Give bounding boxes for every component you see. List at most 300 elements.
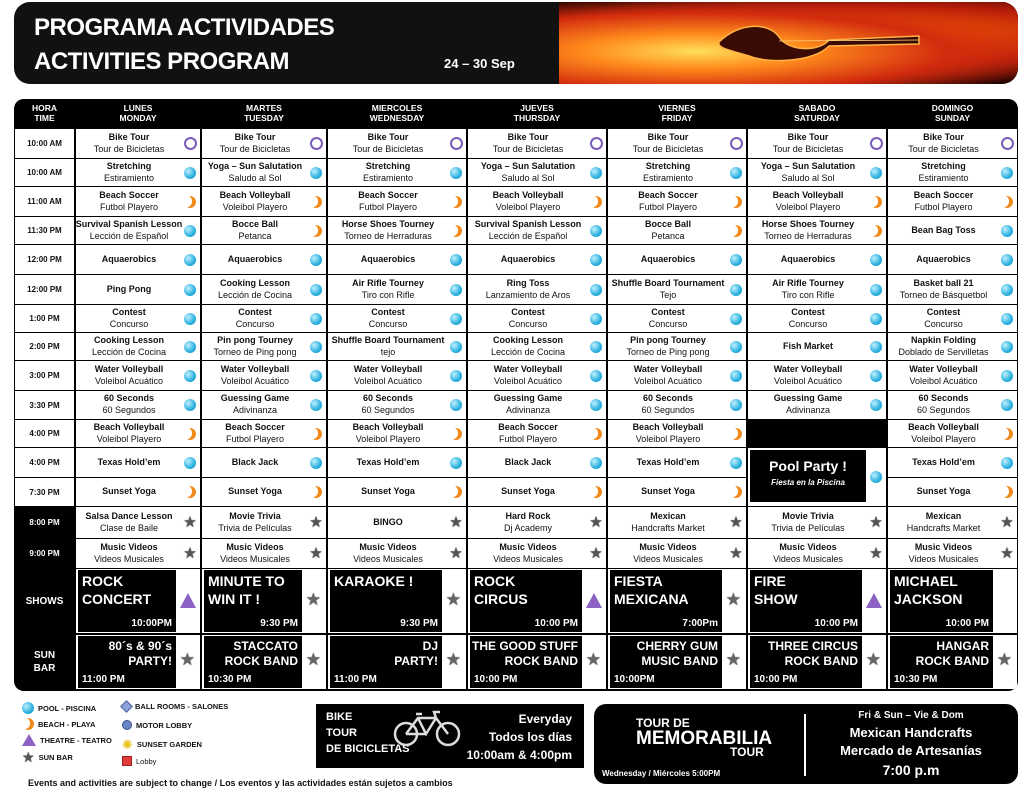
pool-icon [589, 253, 603, 267]
activity-cell [888, 245, 1017, 274]
activity-name: Survival Spanish Lesson [474, 218, 582, 229]
day-name: SUNDAY [934, 112, 971, 123]
pool-icon [1000, 283, 1014, 297]
pool-icon [589, 166, 603, 180]
activity-name-es: Torneo de Herraduras [344, 230, 432, 241]
day-name: MONDAY [119, 112, 157, 123]
activity-name-es: Tiro con Rifle [361, 289, 415, 300]
sunbar-block [330, 636, 442, 688]
activity-name: Sunset Yoga [102, 486, 156, 497]
pool-icon [449, 369, 463, 383]
star-icon: ★ [1000, 514, 1014, 531]
show-cell [76, 569, 200, 633]
activity-cell [76, 333, 200, 360]
activity-cell [328, 245, 466, 274]
activity-name-es: Futbol Playero [498, 433, 558, 444]
activity-name: Bean Bag Toss [911, 224, 976, 235]
activity-name: Music Videos [779, 541, 837, 552]
star-icon: ★ [725, 650, 741, 669]
activity-cell [202, 129, 326, 158]
activity-name: Cooking Lesson [93, 334, 164, 345]
activity-name: Cooking Lesson [219, 277, 290, 288]
activity-cell [328, 361, 466, 390]
activity-name-es: Adivinanza [505, 405, 551, 415]
pool-icon [869, 398, 883, 412]
activity-name: 60 Seconds [918, 393, 969, 404]
pool-party-block [748, 448, 886, 506]
activity-cell [328, 187, 466, 216]
date-range: 24 – 30 Sep [444, 56, 515, 71]
pool-icon [309, 312, 323, 326]
day-header [76, 99, 200, 128]
activity-name-es: Tour de Bicicletas [352, 143, 424, 154]
activity-name-es: Videos Musicales [220, 553, 290, 564]
activity-name: Bike Tour [234, 131, 276, 142]
day-header [888, 99, 1017, 128]
activity-cell [202, 245, 326, 274]
activity-name: Music Videos [914, 541, 973, 552]
pool-icon [449, 340, 463, 354]
guitar-icon [709, 22, 929, 62]
activity-name-es: Trivia de Películas [771, 522, 845, 533]
activity-name: Beach Volleyball [632, 421, 704, 432]
star-icon: ★ [996, 650, 1012, 669]
activity-name-es: Futbol Playero [99, 201, 159, 212]
activity-cell [748, 539, 886, 568]
activity-name: Water Volleyball [353, 363, 423, 374]
sunbar-time: 11:00 PM [82, 674, 125, 685]
activity-cell [202, 507, 326, 538]
activity-name: Horse Shoes Tourney [761, 218, 855, 229]
activity-cell [468, 539, 606, 568]
activity-name-es: Torneo de Herraduras [764, 230, 852, 241]
activity-name-es: Concurso [788, 318, 828, 329]
activity-cell [328, 391, 466, 419]
time-header-line: TIME [34, 112, 55, 123]
beach-icon [729, 427, 743, 441]
activity-name-es: Torneo de Básquetbol [899, 289, 988, 300]
time-slot: 3:00 PM [15, 361, 74, 390]
sunbar-cell [748, 635, 886, 689]
activity-name: Beach Volleyball [219, 189, 291, 200]
beach-icon [589, 485, 603, 499]
activity-name: Sunset Yoga [361, 486, 415, 497]
pool-icon [449, 283, 463, 297]
sunbar-label-line: BAR [33, 663, 56, 674]
activity-cell [468, 478, 606, 506]
activity-name-es: Estiramiento [103, 172, 155, 183]
show-cell [888, 569, 1017, 633]
activity-name-es: Voleibol Acuático [633, 375, 703, 386]
beach-icon [309, 485, 323, 499]
pool-icon [309, 253, 323, 267]
activity-cell [468, 391, 606, 419]
star-icon: ★ [449, 545, 463, 562]
activity-cell [608, 275, 746, 304]
pool-icon [449, 398, 463, 412]
activity-cell [748, 507, 886, 538]
ring-icon [309, 137, 323, 151]
activity-cell [328, 159, 466, 186]
activity-cell [76, 187, 200, 216]
activity-name: Texas Hold’em [912, 456, 975, 467]
activity-name-es: 60 Segundos [916, 405, 971, 415]
activity-name: Beach Soccer [498, 421, 558, 432]
activity-cell [328, 217, 466, 244]
time-slot: 11:30 PM [15, 217, 74, 244]
activity-name-es: Saludo al Sol [781, 172, 835, 183]
show-title: ROCK CONCERT [82, 573, 152, 607]
show-title: FIESTA MEXICANA [614, 573, 689, 607]
activity-name-es: Futbol Playero [225, 433, 285, 444]
activity-cell [748, 305, 886, 332]
theatre-icon [22, 734, 36, 746]
sunbar-block [890, 636, 993, 688]
title-english: ACTIVITIES PROGRAM [34, 48, 290, 75]
activity-cell [76, 478, 200, 506]
activity-name: Beach Soccer [358, 189, 418, 200]
activity-name: Contest [238, 306, 272, 317]
activity-name: Bike Tour [507, 131, 549, 142]
pool-icon [309, 398, 323, 412]
time-slot: 7:30 PM [15, 478, 74, 506]
activity-name: Guessing Game [493, 393, 563, 404]
legend-theatre-label: THEATRE - TEATRO [40, 735, 112, 745]
ring-icon [449, 137, 463, 151]
activity-cell [608, 217, 746, 244]
footnote: Events and activities are subject to change / Los eventos y las actividades están sujetos a cambios [28, 778, 453, 788]
pool-icon [309, 340, 323, 354]
activity-name-es: Concurso [235, 318, 275, 329]
activity-name-es: Voleibol Acuático [909, 375, 978, 386]
show-block [470, 570, 582, 632]
star-icon: ★ [305, 590, 321, 609]
time-slot: 3:30 PM [15, 391, 74, 419]
activity-name-es: Lección de Español [89, 230, 169, 241]
activity-name-es: Voleibol Playero [495, 201, 561, 212]
legend-sunbar [22, 750, 73, 764]
activity-name: Ping Pong [106, 283, 152, 294]
activity-name: Napkin Folding [911, 334, 976, 345]
activity-name: Aquaerobics [640, 253, 696, 264]
activity-name-es: Adivinanza [232, 405, 278, 415]
sunbar-time: 10:30 PM [894, 674, 938, 685]
activity-name: BINGO [373, 516, 403, 527]
pool-icon [449, 456, 463, 470]
sunbar-block [204, 636, 302, 688]
activity-name: Bike Tour [647, 131, 689, 142]
sunbar-time: 10:00 PM [474, 674, 518, 685]
show-block [750, 570, 862, 632]
day-name: SATURDAY [794, 112, 840, 123]
legend-ballrooms-label: BALL ROOMS - SALONES [135, 702, 229, 711]
activity-cell [468, 187, 606, 216]
activity-name: Water Volleyball [94, 363, 164, 374]
beach-icon [589, 195, 603, 209]
day-name: VIERNES [658, 102, 696, 113]
activity-name: Air Rifle Tourney [352, 277, 424, 288]
activity-name: Aquaerobics [500, 253, 556, 264]
activity-name-es: Voleibol Acuático [493, 375, 563, 386]
star-icon: ★ [179, 650, 195, 669]
beach-icon [449, 427, 463, 441]
activity-name-es: Voleibol Playero [635, 433, 701, 444]
legend [22, 700, 312, 772]
activity-cell [202, 361, 326, 390]
activity-name-es: Videos Musicales [353, 553, 423, 564]
show-title: FIRE SHOW [754, 573, 798, 607]
activity-cell [608, 391, 746, 419]
memo-line2: MEMORABILIA [636, 728, 773, 749]
activity-name-es: Estiramiento [918, 172, 969, 183]
show-time: 10:00 PM [945, 618, 989, 629]
time-slot: 8:00 PM [15, 507, 74, 538]
activity-name: Beach Soccer [99, 189, 159, 200]
activity-cell [608, 245, 746, 274]
circle-icon [122, 720, 132, 730]
activity-cell [468, 305, 606, 332]
sunbar-time: 10:00PM [614, 674, 655, 685]
show-title: KARAOKE ! [334, 573, 414, 589]
activity-name-es: Voleibol Acuático [94, 375, 164, 386]
sunbar-title: THE GOOD STUFF ROCK BAND [472, 639, 578, 668]
activity-name: Music Videos [100, 541, 158, 552]
legend-pool-label: POOL - PISCINA [38, 703, 97, 713]
pool-icon [1000, 369, 1014, 383]
show-time: 10:00PM [131, 618, 172, 629]
day-name: WEDNESDAY [369, 112, 425, 123]
activity-name: Shuffle Board Tournament [611, 277, 725, 288]
beach-icon [589, 427, 603, 441]
activity-cell [608, 187, 746, 216]
activity-name-es: Tejo [659, 289, 677, 300]
beach-icon [729, 195, 743, 209]
pool-icon [729, 398, 743, 412]
beach-icon [449, 195, 463, 209]
time-slot: 4:00 PM [15, 448, 74, 477]
pool-icon [869, 253, 883, 267]
activity-name-es: Tour de Bicicletas [908, 143, 979, 154]
activity-cell [748, 159, 886, 186]
activity-name: Aquaerobics [360, 253, 416, 264]
activity-name-es: Torneo de Ping pong [626, 346, 710, 357]
ring-icon [589, 137, 603, 151]
activity-cell [328, 275, 466, 304]
legend-motor-lobby [122, 720, 192, 730]
activity-name: Beach Volleyball [492, 189, 564, 200]
beach-icon [729, 485, 743, 499]
activity-name-es: Lección de Cocina [91, 346, 167, 357]
activity-cell [888, 420, 1017, 447]
beach-icon [183, 485, 197, 499]
activity-name: Water Volleyball [220, 363, 290, 374]
activity-name: Music Videos [226, 541, 284, 552]
pool-icon [183, 312, 197, 326]
activity-name: Hard Rock [505, 510, 551, 521]
activity-name: Basket ball 21 [913, 277, 974, 288]
bike-tour-frequency-en: Everyday [518, 712, 572, 726]
time-slot: 1:00 PM [15, 305, 74, 332]
activity-name: Movie Trivia [229, 510, 281, 521]
pool-icon [729, 312, 743, 326]
activity-name-es: Futbol Playero [358, 201, 418, 212]
activity-name: Bike Tour [108, 131, 150, 142]
pool-icon [183, 369, 197, 383]
legend-lobby [122, 756, 156, 766]
time-header-line: HORA [31, 102, 58, 113]
beach-icon [183, 195, 197, 209]
activity-name-es: Videos Musicales [908, 553, 979, 564]
show-time: 10:00 PM [814, 618, 858, 629]
show-title: ROCK CIRCUS [474, 573, 528, 607]
activity-cell [608, 507, 746, 538]
sunbar-label [15, 635, 74, 689]
memo-line3: TOUR [730, 745, 764, 759]
activity-cell [888, 275, 1017, 304]
pool-icon [1000, 253, 1014, 267]
activity-name: Shuffle Board Tournament [331, 334, 445, 345]
pool-icon [183, 456, 197, 470]
activity-cell [76, 275, 200, 304]
activity-cell [608, 361, 746, 390]
sunbar-cell [888, 635, 1017, 689]
activity-cell [76, 507, 200, 538]
activity-name-es: Saludo al Sol [228, 172, 282, 183]
activity-name: Contest [926, 306, 961, 317]
pool-party-subtitle: Fiesta en la Piscina [771, 478, 845, 487]
activity-cell [608, 129, 746, 158]
theatre-icon [180, 593, 196, 608]
activity-cell [608, 420, 746, 447]
activity-cell [202, 420, 326, 447]
activity-cell [76, 391, 200, 419]
activity-cell [748, 217, 886, 244]
legend-beach [22, 718, 95, 730]
pool-icon [183, 253, 197, 267]
sunbar-time: 10:00 PM [754, 674, 798, 685]
theatre-icon [866, 593, 882, 608]
activity-cell [888, 448, 1017, 477]
pool-icon [729, 456, 743, 470]
activity-name: Bocce Ball [644, 218, 692, 229]
activity-name: Yoga – Sun Salutation [760, 160, 856, 171]
activity-cell [748, 245, 886, 274]
pool-icon [589, 340, 603, 354]
pool-icon [869, 283, 883, 297]
sunbar-block [78, 636, 176, 688]
activity-cell [468, 333, 606, 360]
activity-cell [608, 159, 746, 186]
memorabilia-tour-box [594, 704, 1018, 784]
activity-name-es: Clase de Baile [99, 522, 159, 533]
activity-cell [468, 420, 606, 447]
pool-icon [183, 340, 197, 354]
activity-cell [468, 159, 606, 186]
ring-icon [183, 137, 197, 151]
activity-name-es: Voleibol Acuático [773, 375, 843, 386]
day-name: DOMINGO [931, 102, 974, 113]
show-block [330, 570, 442, 632]
activity-cell [468, 217, 606, 244]
activity-cell [748, 391, 886, 419]
sun-icon: ✺ [122, 737, 133, 752]
activity-name-es: Lanzamiento de Aros [485, 289, 571, 300]
legend-pool [22, 702, 96, 714]
activity-cell [76, 305, 200, 332]
activity-name: Beach Volleyball [908, 421, 979, 432]
legend-ballrooms [122, 702, 228, 711]
activity-name-es: Saludo al Sol [501, 172, 555, 183]
activity-name: Water Volleyball [493, 363, 563, 374]
activity-name: Water Volleyball [909, 363, 978, 374]
pool-icon [589, 312, 603, 326]
activity-name: Aquaerobics [916, 253, 971, 264]
day-name: JUEVES [520, 102, 554, 113]
day-header [468, 99, 606, 128]
sunbar-label-line: SUN [33, 650, 56, 661]
pool-icon [589, 398, 603, 412]
bicycle-icon [392, 708, 462, 748]
bike-tour-times: 10:00am & 4:00pm [466, 748, 572, 762]
activity-name-es: Estiramiento [362, 172, 414, 183]
activity-cell [888, 391, 1017, 419]
activity-name-es: Estiramiento [642, 172, 694, 183]
fire-guitar-banner [559, 2, 1018, 84]
star-icon: ★ [865, 650, 881, 669]
pool-icon [589, 456, 603, 470]
activity-cell [748, 187, 886, 216]
show-time: 9:30 PM [260, 618, 298, 629]
bike-tour-title: BIKE TOUR DE BICICLETAS [326, 711, 410, 755]
activity-name: Beach Volleyball [352, 421, 424, 432]
activity-name: Stretching [645, 160, 691, 171]
activity-cell [888, 507, 1017, 538]
star-icon: ★ [589, 545, 603, 562]
star-icon: ★ [445, 590, 461, 609]
activity-name-es: Tour de Bicicletas [632, 143, 704, 154]
activity-name: Aquaerobics [780, 253, 836, 264]
show-time: 10:00 PM [534, 618, 578, 629]
activity-name-es: Tiro con Rifle [781, 289, 835, 300]
pool-icon [1000, 456, 1014, 470]
activity-name: Salsa Dance Lesson [85, 510, 173, 521]
show-time: 7:00Pm [682, 618, 718, 629]
activity-cell [888, 305, 1017, 332]
activity-name-es: Concurso [924, 318, 963, 329]
activity-name: Contest [791, 306, 825, 317]
activity-cell [202, 159, 326, 186]
sunbar-title: STACCATO ROCK BAND [224, 639, 298, 668]
day-header [202, 99, 326, 128]
activity-name: Fish Market [782, 340, 833, 351]
theatre-icon [586, 593, 602, 608]
activity-name: Beach Volleyball [772, 189, 844, 200]
beach-icon [309, 195, 323, 209]
beach-icon [449, 224, 463, 238]
activity-name-es: Voleibol Acuático [353, 375, 423, 386]
activity-cell [888, 187, 1017, 216]
pool-icon [729, 340, 743, 354]
bike-tour-frequency-es: Todos los días [488, 730, 572, 744]
show-time: 9:30 PM [400, 618, 438, 629]
activity-cell [76, 420, 200, 447]
show-title: MINUTE TO WIN IT ! [208, 573, 285, 607]
sunbar-cell [608, 635, 746, 689]
activity-name: Contest [112, 306, 146, 317]
legend-sunbar-label: SUN BAR [38, 752, 73, 762]
pool-party-panel [750, 450, 866, 502]
activity-name: Beach Volleyball [93, 421, 165, 432]
